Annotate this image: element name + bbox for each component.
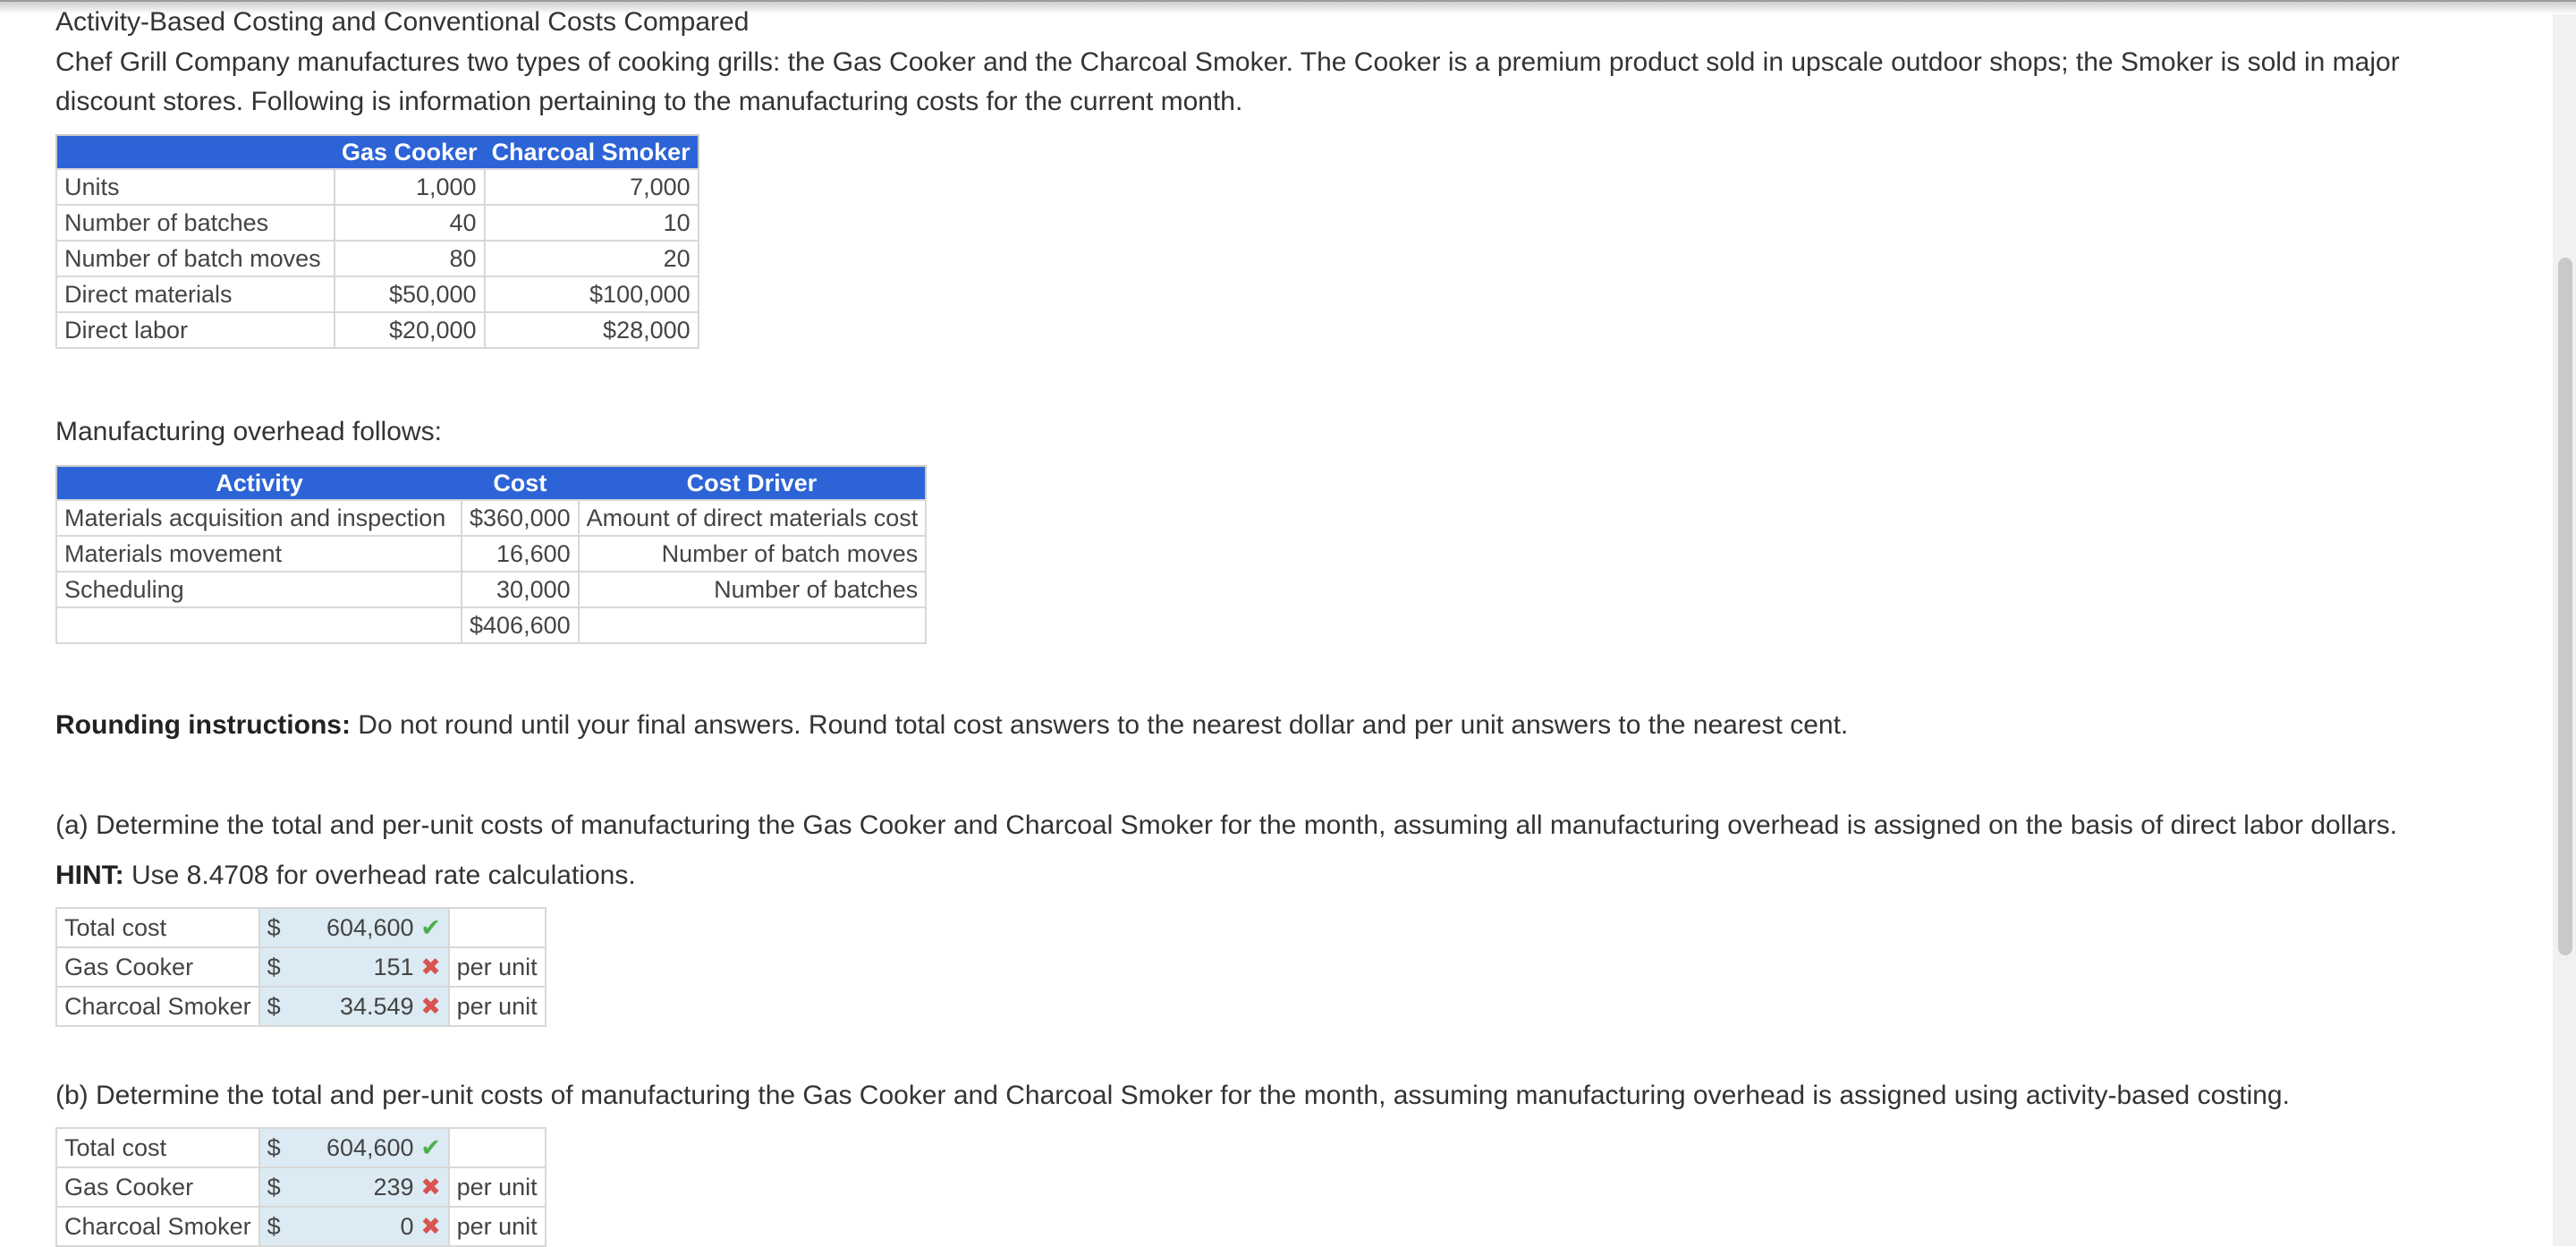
cross-icon: ✖	[420, 1212, 441, 1240]
unit-label: per unit	[449, 987, 546, 1026]
cost-driver	[579, 607, 927, 643]
vertical-scrollbar[interactable]	[2553, 14, 2576, 1246]
cell-value: 10	[485, 205, 699, 241]
table-row-total	[56, 607, 926, 643]
answer-value: 34.549	[339, 992, 414, 1020]
answer-row	[56, 1167, 546, 1207]
answer-input[interactable]	[299, 908, 449, 947]
table-row	[56, 205, 699, 241]
part-a-hint	[55, 861, 636, 891]
rounding-label: Rounding instructions:	[55, 710, 351, 740]
header-cell: Activity	[56, 466, 462, 500]
intro-paragraph: Chef Grill Company manufactures two types of cooking grills: the Gas Cooker and the Charcoal Smoker. The Cooker is a premium product sold in upscale outdoor shops; the Smoker is sold in major discount stores. Following is information pertaining to the manufacturing costs for the current month.	[55, 47, 2400, 116]
part-a-question: (a) Determine the total and per-unit costs of manufacturing the Gas Cooker and Charcoal Smoker for the month, assuming all manufacturing overhead is assigned on the basis of direct labor dollars.	[55, 810, 2398, 840]
answer-row	[56, 987, 546, 1026]
table-row	[56, 536, 926, 572]
rounding-instructions	[55, 710, 1848, 741]
rounding-text: Do not round until your final answers. Round total cost answers to the nearest dollar and per unit answers to the nearest cent.	[350, 710, 1849, 740]
part-a-answer-table	[55, 907, 547, 1027]
row-label: Units	[56, 169, 335, 205]
activity-cost: 16,600	[462, 536, 579, 572]
activity-name	[56, 607, 462, 643]
overhead-table	[55, 465, 927, 644]
product-table-header	[56, 135, 699, 169]
answer-input[interactable]	[299, 947, 449, 987]
unit-label: per unit	[449, 1167, 546, 1207]
cross-icon: ✖	[420, 992, 441, 1020]
table-row	[56, 500, 926, 536]
cost-driver: Amount of direct materials cost	[579, 500, 927, 536]
answer-row	[56, 947, 546, 987]
answer-row	[56, 1128, 546, 1167]
answer-input[interactable]	[299, 987, 449, 1026]
cell-value: 40	[335, 205, 485, 241]
part-b-answer-table	[55, 1127, 547, 1247]
scrollbar-thumb[interactable]	[2558, 258, 2572, 955]
cell-value: 1,000	[335, 169, 485, 205]
answer-label: Gas Cooker	[56, 1167, 259, 1207]
unit-label: per unit	[449, 1207, 546, 1246]
currency-symbol: $	[259, 908, 299, 947]
header-cell: Cost	[462, 466, 579, 500]
part-b-question: (b) Determine the total and per-unit costs of manufacturing the Gas Cooker and Charcoal Smoker for the month, assuming manufacturing overhead is assigned using activity-based costing.	[55, 1081, 2290, 1110]
activity-cost: $360,000	[462, 500, 579, 536]
cost-driver: Number of batches	[579, 572, 927, 607]
answer-label: Charcoal Smoker	[56, 1207, 259, 1246]
cell-value: 80	[335, 241, 485, 276]
table-row	[56, 241, 699, 276]
cell-value: $50,000	[335, 276, 485, 312]
total-overhead-cost: $406,600	[462, 607, 579, 643]
product-table	[55, 134, 699, 349]
answer-value: 604,600	[326, 913, 414, 941]
check-icon: ✔	[420, 913, 441, 941]
row-label: Number of batch moves	[56, 241, 335, 276]
unit-label	[449, 908, 546, 947]
answer-input[interactable]	[299, 1207, 449, 1246]
header-cell: Charcoal Smoker	[485, 135, 699, 169]
check-icon: ✔	[420, 1133, 441, 1161]
answer-label: Total cost	[56, 1128, 259, 1167]
table-row	[56, 572, 926, 607]
answer-row	[56, 1207, 546, 1246]
hint-label: HINT:	[55, 861, 124, 890]
activity-name: Materials acquisition and inspection	[56, 500, 462, 536]
table-row	[56, 312, 699, 348]
answer-input[interactable]	[299, 1167, 449, 1207]
answer-row	[56, 908, 546, 947]
row-label: Number of batches	[56, 205, 335, 241]
row-label: Direct materials	[56, 276, 335, 312]
cell-value: 7,000	[485, 169, 699, 205]
table-row	[56, 169, 699, 205]
activity-name: Scheduling	[56, 572, 462, 607]
cost-driver: Number of batch moves	[579, 536, 927, 572]
unit-label: per unit	[449, 947, 546, 987]
overhead-intro: Manufacturing overhead follows:	[55, 417, 442, 446]
hint-text: Use 8.4708 for overhead rate calculations.	[123, 861, 636, 890]
overhead-table-header	[56, 466, 926, 500]
currency-symbol: $	[259, 1128, 299, 1167]
currency-symbol: $	[259, 947, 299, 987]
answer-value: 239	[373, 1173, 414, 1200]
cross-icon: ✖	[420, 953, 441, 980]
row-label: Direct labor	[56, 312, 335, 348]
currency-symbol: $	[259, 1207, 299, 1246]
activity-name: Materials movement	[56, 536, 462, 572]
answer-value: 0	[400, 1212, 414, 1240]
unit-label	[449, 1128, 546, 1167]
table-row	[56, 276, 699, 312]
cell-value: $100,000	[485, 276, 699, 312]
cell-value: $20,000	[335, 312, 485, 348]
header-cell	[56, 135, 335, 169]
activity-cost: 30,000	[462, 572, 579, 607]
header-cell: Cost Driver	[579, 466, 927, 500]
page-title: Activity-Based Costing and Conventional Costs Compared	[55, 7, 750, 37]
answer-value: 151	[373, 953, 414, 980]
cell-value: 20	[485, 241, 699, 276]
cross-icon: ✖	[420, 1173, 441, 1200]
answer-value: 604,600	[326, 1133, 414, 1161]
cell-value: $28,000	[485, 312, 699, 348]
currency-symbol: $	[259, 1167, 299, 1207]
answer-input[interactable]	[299, 1128, 449, 1167]
answer-label: Gas Cooker	[56, 947, 259, 987]
currency-symbol: $	[259, 987, 299, 1026]
answer-label: Charcoal Smoker	[56, 987, 259, 1026]
answer-label: Total cost	[56, 908, 259, 947]
header-cell: Gas Cooker	[335, 135, 485, 169]
